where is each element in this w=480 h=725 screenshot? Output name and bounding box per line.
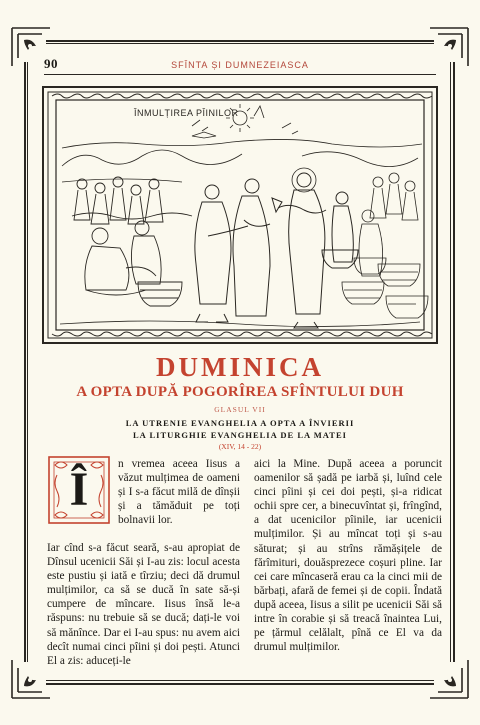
liturgy-gospel-line: LA LITURGHIE EVANGHELIA DE LA MATEI bbox=[133, 430, 347, 440]
frame-bottom-rule-inner bbox=[46, 680, 434, 681]
matins-gospel-line: LA UTRENIE EVANGHELIA A OPTA A ÎNVIERII bbox=[125, 418, 355, 428]
gospel-text-col1-bottom bbox=[47, 541, 240, 668]
drop-cap-letter: Î bbox=[69, 463, 89, 516]
illustration-caption: ÎNMULȚIREA PÎINILOR bbox=[134, 108, 239, 118]
gospel-text-col2 bbox=[254, 457, 442, 654]
corner-ornament-bottom-right bbox=[426, 656, 472, 702]
running-title: SFÎNTA ȘI DUMNEZEIASCA bbox=[171, 60, 309, 70]
gospel-text-col1-top bbox=[118, 457, 240, 527]
frame-top-rule-inner bbox=[46, 43, 434, 44]
header-rule bbox=[44, 74, 436, 75]
feast-title: DUMINICA bbox=[156, 352, 324, 382]
paragraph: n vremea aceea Iisus a văzut mulțimea de oameni și I s-a făcut milă de dînșii și a tămăduit pe toți bolnavii lor. bbox=[118, 458, 240, 527]
page-number: 90 bbox=[44, 56, 58, 71]
frame-bottom-rule bbox=[46, 683, 434, 685]
paragraph: aici la Mine. După aceea a poruncit oamenilor să șadă pe iarbă și, luînd cele cinci pîini și cei doi pești, și-a ridicat ochii spre cer, a binecuvîntat și, frîngînd, a dat ucenicilor pîinile, iar ucenicii mulțimilor. Și au mîncat toți și s-au săturat; și au strîns rămășițele de fărîmituri, douăsprezece coșuri pline. Iar cei care mîncaseră erau ca la cinci mii de bărbați, afară de femei și de copii. Îndată după aceea, Iisus a silit pe ucenicii Săi să intre în corabie și să treacă înaintea Lui, pe țărmul celălalt, pînă ce El va da drumul mulțimilor. bbox=[254, 458, 442, 654]
feast-subtitle: A OPTA DUPĂ POGORÎREA SFÎNTULUI DUH bbox=[76, 384, 404, 400]
glas-tone: GLASUL VII bbox=[214, 405, 266, 414]
paragraph: Iar cînd s-a făcut seară, s-au apropiat de Dînsul ucenicii Săi și I-au zis: locul acesta este pustiu și iată e tîrziu; deci dă drumul mulțimilor, ca să se ducă în sate să-și cumpere de mîncare. Iisus însă le-a răspuns: nu trebuie să se ducă; dați-le voi să mănînce. Dar ei I-au spus: nu avem aici decît numai cinci pîini și doi pești. Atunci El a zis: aduceți-le bbox=[47, 542, 240, 667]
verse-reference: (XIV, 14 - 22) bbox=[218, 442, 262, 451]
frame-top-rule bbox=[46, 40, 434, 42]
engraving-illustration bbox=[42, 86, 438, 344]
